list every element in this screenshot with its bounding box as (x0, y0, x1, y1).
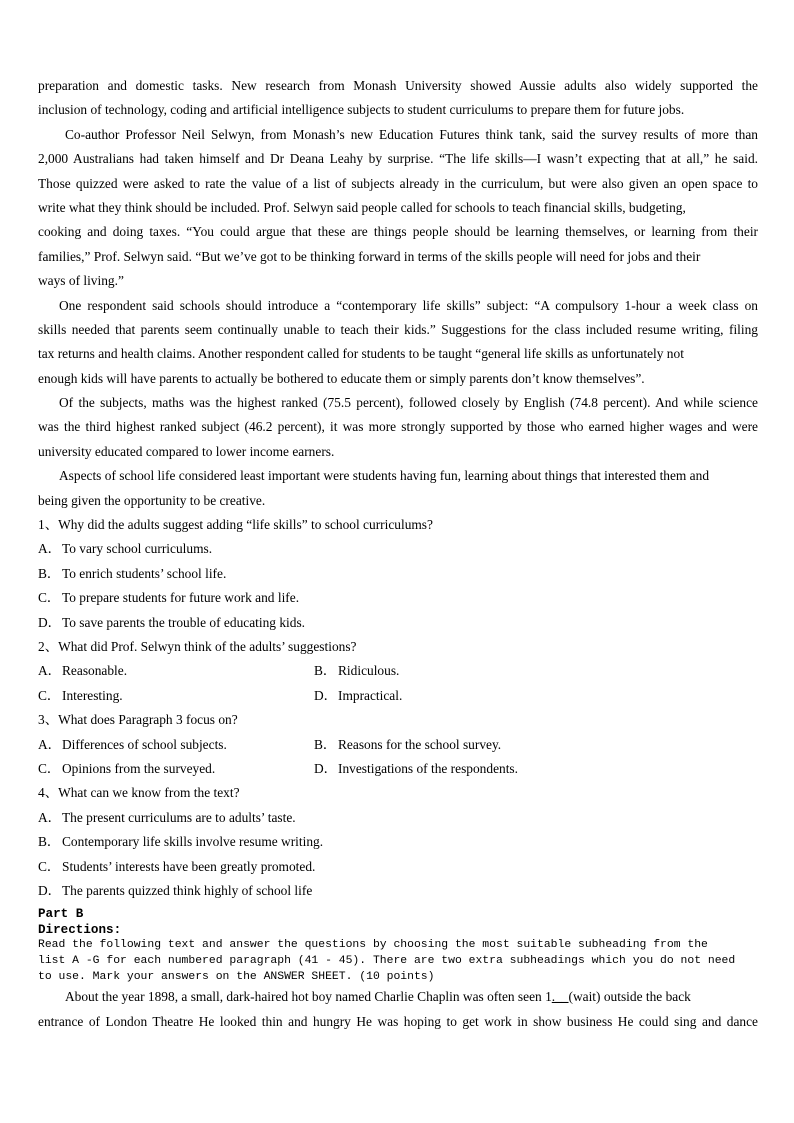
option-label: B． (38, 834, 61, 850)
option-label: B． (38, 565, 61, 581)
option-d[interactable] (38, 611, 758, 635)
text-line: skills needed that parents seem continually unable to teach their kids.” Suggestions for the class included resume writing, filing (38, 321, 758, 337)
option-d[interactable] (314, 684, 590, 708)
question-stem (38, 635, 758, 659)
directions-label: Directions: (38, 923, 122, 938)
question-stem (38, 513, 758, 537)
option-text: Impractical. (338, 687, 403, 703)
question-1 (38, 513, 758, 635)
part-b-section (38, 906, 758, 1034)
option-label: D． (314, 760, 338, 776)
fill-in-blank-1[interactable]: .__ (551, 989, 569, 1005)
option-c[interactable] (38, 684, 314, 708)
option-row (38, 659, 758, 683)
passage-paragraph-2 (38, 123, 758, 294)
option-label: D． (314, 687, 338, 703)
option-text: The present curriculums are to adults’ taste. (62, 809, 296, 825)
text-line: 2,000 Australians had taken himself and Dr Deana Leahy by surprise. “The life skills—I wasn’t expecting that at all,” he said. (38, 151, 758, 167)
option-d[interactable] (314, 757, 590, 781)
document-page (38, 74, 758, 1034)
option-text: To vary school curriculums. (62, 541, 213, 557)
text-line: cooking and doing taxes. “You could argue that these are things people should be learning themselves, or learning from their (38, 224, 758, 240)
option-b[interactable] (38, 562, 758, 586)
question-text: What does Paragraph 3 focus on? (58, 712, 238, 728)
question-number: 1、 (38, 517, 59, 533)
text-after-blank: (wait) outside the back (568, 989, 691, 1005)
text-line: One respondent said schools should introduce a “contemporary life skills” subject: “A compulsory 1-hour a week class on (59, 297, 758, 313)
text-line (38, 985, 758, 1009)
directions-line: to use. Mark your answers on the ANSWER SHEET. (10 points) (38, 970, 435, 983)
text-before-blank: About the year 1898, a small, dark-haired hot boy named Charlie Chaplin was often seen 1 (65, 989, 552, 1005)
option-label: A． (38, 809, 62, 825)
option-a[interactable] (38, 659, 314, 683)
option-text: Contemporary life skills involve resume writing. (62, 834, 324, 850)
option-text: Opinions from the surveyed. (62, 760, 216, 776)
question-stem (38, 708, 758, 732)
text-line: families,” Prof. Selwyn said. “But we’ve got to be thinking forward in terms of the skills people will need for jobs and their (38, 248, 701, 264)
question-text: Why did the adults suggest adding “life skills” to school curriculums? (58, 517, 433, 533)
option-text: The parents quizzed think highly of school life (62, 882, 313, 898)
option-text: Differences of school subjects. (62, 736, 227, 752)
option-text: Reasonable. (62, 663, 128, 679)
directions-line: Read the following text and answer the questions by choosing the most suitable subheading from the (38, 939, 708, 952)
text-line: Aspects of school life considered least important were students having fun, learning about things that interested them and (59, 468, 710, 484)
question-stem (38, 781, 758, 805)
text-line: preparation and domestic tasks. New research from Monash University showed Aussie adults also widely supported the (38, 78, 758, 93)
question-number: 4、 (38, 785, 59, 801)
option-label: B． (314, 736, 337, 752)
text-line: Those quizzed were asked to rate the value of a list of subjects already in the curriculum, but were also given an open space to (38, 175, 758, 191)
option-label: A． (38, 736, 62, 752)
text-line: tax returns and health claims. Another respondent called for students to be taught “general life skills as unfortunately not (38, 346, 684, 362)
option-b[interactable] (38, 830, 758, 854)
option-label: C． (38, 858, 61, 874)
option-label: C． (38, 687, 61, 703)
option-a[interactable] (38, 537, 758, 561)
option-text: To enrich students’ school life. (62, 565, 227, 581)
option-b[interactable] (314, 733, 590, 757)
option-row (38, 684, 758, 708)
option-b[interactable] (314, 659, 590, 683)
option-label: A． (38, 663, 62, 679)
option-d[interactable] (38, 879, 758, 903)
question-number: 2、 (38, 638, 59, 654)
option-c[interactable] (38, 757, 314, 781)
option-label: D． (38, 614, 62, 630)
passage-paragraph-5 (38, 464, 758, 513)
option-text: To save parents the trouble of educating kids. (62, 614, 305, 630)
option-row (38, 757, 758, 781)
option-label: C． (38, 760, 61, 776)
passage-paragraph-1 (38, 74, 758, 123)
text-line: being given the opportunity to be creative. (38, 492, 266, 508)
option-text: Ridiculous. (338, 663, 400, 679)
text-line: write what they think should be included. Prof. Selwyn said people called for schools to teach financial skills, budgeting, (38, 199, 686, 215)
option-c[interactable] (38, 855, 758, 879)
option-c[interactable] (38, 586, 758, 610)
text-line: enough kids will have parents to actually be bothered to educate them or simply parents don’t know themselves”. (38, 370, 645, 386)
question-text: What can we know from the text? (58, 785, 240, 801)
question-3 (38, 708, 758, 781)
part-b-title: Part B (38, 907, 84, 922)
option-text: Investigations of the respondents. (338, 760, 518, 776)
text-line: Of the subjects, maths was the highest ranked (75.5 percent), followed closely by English (74.8 percent). And while science (59, 395, 758, 411)
option-label: B． (314, 663, 337, 679)
passage-paragraph-4 (38, 391, 758, 464)
option-text: To prepare students for future work and life. (62, 590, 300, 606)
question-number: 3、 (38, 712, 59, 728)
option-label: D． (38, 882, 62, 898)
option-text: Interesting. (62, 687, 123, 703)
question-2 (38, 635, 758, 708)
text-line: Co-author Professor Neil Selwyn, from Monash’s new Education Futures think tank, said the survey results of more than (65, 126, 758, 142)
directions-line: list A -G for each numbered paragraph (41 - 45). There are two extra subheadings which you do not need (38, 954, 736, 967)
option-row (38, 733, 758, 757)
question-4 (38, 781, 758, 903)
option-text: Reasons for the school survey. (338, 736, 502, 752)
option-text: Students’ interests have been greatly promoted. (62, 858, 316, 874)
text-line: university educated compared to lower income earners. (38, 443, 335, 459)
option-a[interactable] (38, 806, 758, 830)
text-line: inclusion of technology, coding and artificial intelligence subjects to student curriculums to prepare them for future jobs. (38, 102, 685, 118)
passage-paragraph-3 (38, 294, 758, 392)
question-text: What did Prof. Selwyn think of the adults’ suggestions? (58, 638, 357, 654)
text-line: ways of living.” (38, 273, 124, 289)
text-line: entrance of London Theatre He looked thin and hungry He was hoping to get work in show business He could sing and dance (38, 1013, 758, 1029)
option-a[interactable] (38, 733, 314, 757)
option-label: A． (38, 541, 62, 557)
text-line: was the third highest ranked subject (46.2 percent), it was more strongly supported by those who earned higher wages and were (38, 419, 758, 435)
option-label: C． (38, 590, 61, 606)
